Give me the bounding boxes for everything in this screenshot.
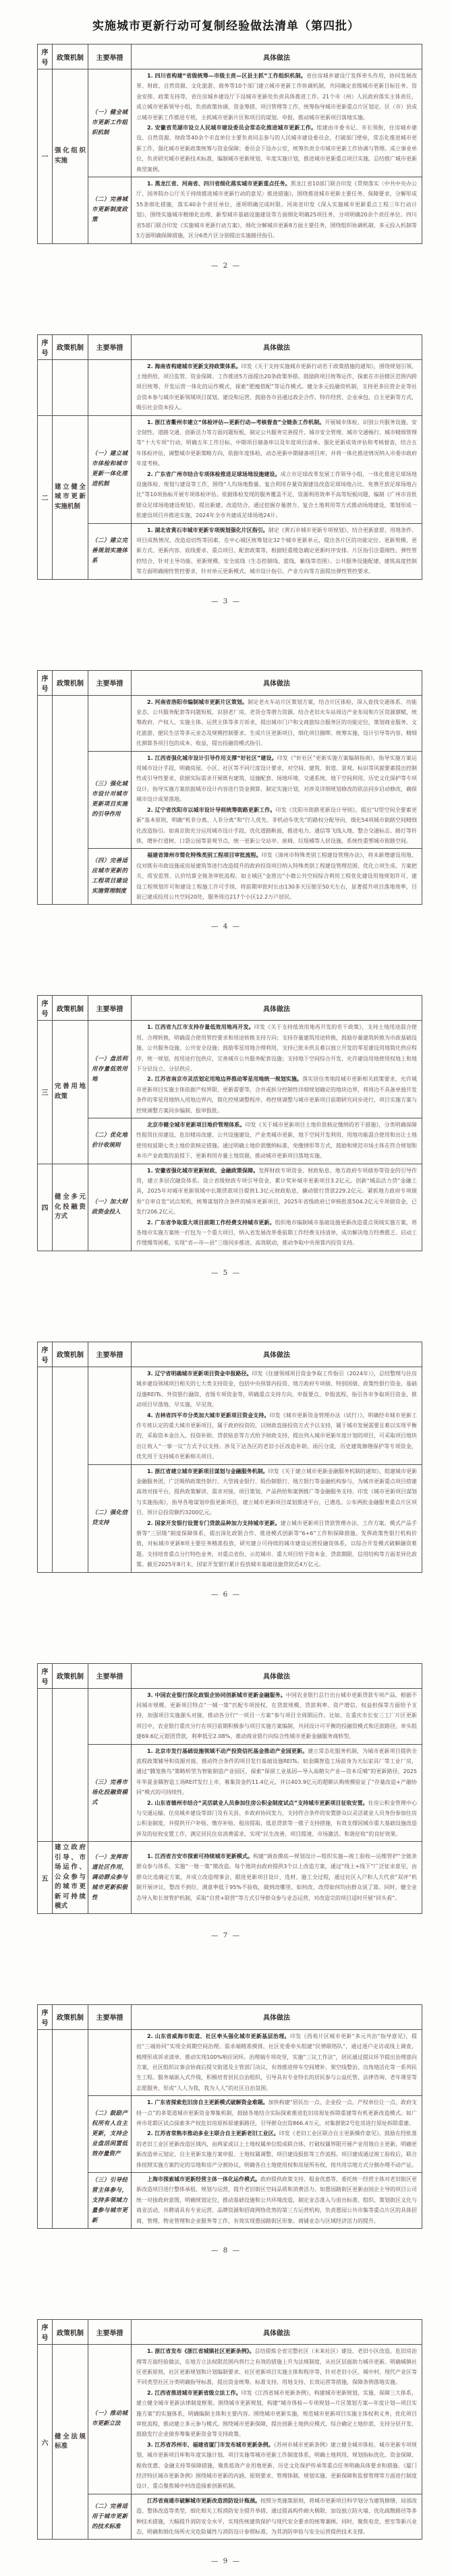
table-header bbox=[38, 44, 422, 69]
table-header bbox=[38, 2320, 422, 2345]
table-row bbox=[38, 1464, 422, 1572]
mechanism-cell: 健全多元化投融资方式 bbox=[53, 1164, 88, 1251]
page-number: — 5 — bbox=[210, 1268, 242, 1277]
practice-paragraph bbox=[136, 1851, 417, 1903]
practice-lead: 1. 浙江省发布《浙江省城镇社区更新条例》。 bbox=[147, 2348, 255, 2355]
practice-paragraph bbox=[136, 1022, 417, 1074]
table-header bbox=[38, 1663, 422, 1688]
column-header-2: 政策机制 bbox=[53, 2320, 88, 2345]
practice-lead: 2. 海南省构建城市更新支持政策体系。 bbox=[147, 363, 242, 369]
measure-cell: （二）强化信贷支持 bbox=[88, 1464, 132, 1572]
page-number: — 6 — bbox=[210, 1590, 242, 1598]
column-header-1: 序号 bbox=[38, 670, 53, 695]
serial-cell bbox=[38, 1688, 53, 1842]
practice-paragraph bbox=[136, 1120, 417, 1162]
column-header-1: 序号 bbox=[38, 334, 53, 359]
practice-paragraph bbox=[136, 71, 417, 123]
table-row bbox=[38, 359, 422, 415]
document-page-7 bbox=[0, 2004, 452, 2254]
header-row bbox=[38, 1342, 422, 1367]
serial-cell: 二 bbox=[38, 415, 53, 579]
practice-cell bbox=[132, 2173, 422, 2229]
practice-paragraph bbox=[136, 2346, 417, 2388]
header-row bbox=[38, 996, 422, 1021]
page-number: — 2 — bbox=[210, 261, 242, 270]
practice-paragraph bbox=[136, 1746, 417, 1798]
practice-cell bbox=[132, 415, 422, 523]
mechanism-cell bbox=[53, 1688, 88, 1842]
header-row bbox=[38, 334, 422, 359]
document-page-1 bbox=[0, 44, 452, 270]
practice-lead: 2. 江西省推进城市更新省级立法工作。 bbox=[147, 2389, 242, 2396]
practice-cell bbox=[132, 1464, 422, 1572]
practice-lead: 1. 浙江省衢州市建立“体检评估—更新行动—考核督查”全链条工作机制。 bbox=[147, 419, 325, 425]
table-row bbox=[38, 415, 422, 523]
practice-cell bbox=[132, 359, 422, 415]
column-header-3: 主要举措 bbox=[88, 2004, 132, 2029]
practice-lead: 3. 中国农业银行深化政银企协同创新城市更新金融服务。 bbox=[147, 1691, 286, 1698]
practice-lead: 1. 四川省构建“省级统筹—市级主责—区县主抓”工作组织机制。 bbox=[147, 73, 307, 79]
page-number: — 4 — bbox=[210, 922, 242, 931]
practice-paragraph bbox=[136, 2128, 417, 2170]
mechanism-cell: 建立健全城市更新实施机制 bbox=[53, 415, 88, 579]
practice-lead: 2. 山东省德州市结合“灵活就业人员参加住房公积金制度试点”支持城市更新项目征收安置。 bbox=[147, 1799, 368, 1806]
column-header-4: 具体做法 bbox=[132, 996, 422, 1021]
practice-text: 印发《关于建立城市更新金融服务机制的通知》，组建城市更新金融服务团，广泛吸纳政策性银行、大型商业银行、股份制银行、地方银行等金融机构参与，为城市更新重点项目搭建高效对接平台，提供政策解读、需求对接、项目策划、产品供给和案例推广等金融服务支持。印发《城市更新项目谋划与实施指南》，指导各地谋划申报更新项目，建立城市更新项目谋划推进平台，已遴选、公布两批金融服务重点片区项目，预计总投资额约3200亿元。 bbox=[136, 1468, 418, 1516]
practice-text: 发挥财政专项资金、财政贴息、地方政府专项债券等资金的引导作用，建立多层次融资体系。设立省级财政专项引导资金，累计奖补城市更新项目3.2亿元。创新“城品活力贷”金融工具，2025年对城市更新领域中长期贷款项目提供1.3亿元财政贴息，撬动银行贷款229.2亿元。紧抓地方政府专项债券“自审自发”试点契机，统筹谋划符合条件的城市更新项目，2025年省级政府已审核批准504.2亿元专项债资金，已发行206.2亿元。 bbox=[136, 1167, 417, 1216]
column-header-2: 政策机制 bbox=[53, 2004, 88, 2029]
practice-lead: 2. 江苏省常熟市推动多业主联合自主更新老旧工业区。 bbox=[147, 2130, 279, 2137]
column-header-4: 具体做法 bbox=[132, 1663, 422, 1688]
practice-text: 印发《江西省城市更新条例》，构建城市更新规划、实施、保障三大体系，建立健全城市更新法律制度框架。围绕城市更新规划，构建“城市体检—专项规划—片区策划方案—年度计划—项目实施方案”的实施体系，明确编制主体和主要内容。围绕城市更新实施，规范城市更新项目实施主体权利义务，优化项目审批流程，推动建立多元参与模式。围绕城市更新保障，提出创新土地供应模式、综合确定土地价款、支持分层开发、鼓励发行企业债券筹集更新资金等支持政策。 bbox=[136, 2389, 418, 2438]
practice-paragraph bbox=[136, 2440, 417, 2492]
practice-paragraph bbox=[136, 417, 417, 469]
measure-cell: （二）建立完善规划实施体系 bbox=[88, 523, 132, 579]
measure-cell: （二）完善适用于城市更新的技术标准 bbox=[88, 2494, 132, 2540]
practice-lead: 1. 黑龙江省、河南省、四川省细化落实城市更新重点任务。 bbox=[147, 181, 291, 187]
table-row bbox=[38, 1118, 422, 1164]
table-row bbox=[38, 695, 422, 751]
table-header bbox=[38, 670, 422, 695]
practice-text: 印发《关于城市更新项目土地价款核定缴纳的若干措施》，分类明确保障性租赁住房建设、危旧楼房改建、公共设施建设、产业类城市更新、地下空间开发利用、用地功能混合使用和出让土地使用权延期七类土地价款核定措施。通过明确土地价款缴纳标准、免缴情形等方式，鼓励和规范市场主体在符合规划和本市产业政策的前提下，更新利用存量土地资源，推动城市更新项目落地实施。 bbox=[136, 1122, 417, 1160]
serial-cell bbox=[38, 359, 53, 415]
policy-table bbox=[37, 1663, 422, 1914]
column-header-3: 主要举措 bbox=[88, 996, 132, 1021]
table-row bbox=[38, 1021, 422, 1118]
table-row bbox=[38, 849, 422, 905]
practice-lead: 1. 江西省吉安市探索可持续城市更新模式。 bbox=[147, 1853, 254, 1860]
mechanism-cell bbox=[53, 2029, 88, 2228]
mechanism-cell: 完善用地政策 bbox=[53, 1021, 88, 1164]
table-header bbox=[38, 334, 422, 359]
practice-cell bbox=[132, 2096, 422, 2173]
table-row bbox=[38, 69, 422, 177]
practice-lead: 1. 北京市发行基础设施领域不动产投资信托基金推动产业园更新。 bbox=[147, 1747, 308, 1754]
column-header-1: 序号 bbox=[38, 2320, 53, 2345]
page-number: — 7 — bbox=[210, 1931, 242, 1940]
serial-cell bbox=[38, 2029, 53, 2228]
column-header-4: 具体做法 bbox=[132, 670, 422, 695]
serial-cell: 四 bbox=[38, 1164, 53, 1251]
table-row bbox=[38, 2029, 422, 2095]
practice-text: 政府提供政策支持、租金优惠等，委托统一经营主体对老旧街区更新改造项目进行整体承租、规划与运营，提升老旧街区空间品质和消费活力。如愚园路街区更新由国企主导的项目公司统一对接政府意图，明确规划定位，推动基础设施和公共环境改造，制定业态准入与退出标准，组织、策划街区文化与商业活动，并聘请具有专业运营、品牌资源和招商网络优势的第三方运营机构，负责愚园公共市集等重点片区的具体招商、管理、物业管理和企业服务等工作，有效实现愚园路街区形象、商铺业态与区域经济活力的提升。 bbox=[136, 2176, 417, 2224]
table-row bbox=[38, 2096, 422, 2173]
column-header-3: 主要举措 bbox=[88, 1663, 132, 1688]
practice-cell bbox=[132, 1164, 422, 1251]
practice-text: 建立城市更新项目贷款管理办法、工作方案、模式产品手册等“三层级”制度保障体系，提出深化政银合作、推进模式创新等“6+6”工作和保障措施。发挥政策性银行机构价值，对标城市更新8项主要任务精准投放，研究建立可持续的城市建设运营投融资体系，以综合开发模式破解融资难题。支持培育重点分行特色业务，对重点省份、示范城市、重大项目给予资本金、贷款期限、信用结构等方面差异化政策。截至2025年8月末，国家开发银行累计投放城市基础设施贷款近4万亿元。 bbox=[136, 1520, 418, 1568]
practice-cell bbox=[132, 523, 422, 579]
practice-paragraph bbox=[136, 1466, 417, 1518]
practice-lead: 2. 山东省威海市街道、社区牵头强化城市更新基层治理。 bbox=[147, 2033, 290, 2039]
practice-lead: 1. 湖北省黄石市城市更新专项规划强化片区指引。 bbox=[147, 527, 269, 533]
header-row bbox=[38, 2004, 422, 2029]
column-header-2: 政策机制 bbox=[53, 1342, 88, 1367]
table-row bbox=[38, 1744, 422, 1842]
table-header bbox=[38, 996, 422, 1021]
practice-cell bbox=[132, 2345, 422, 2494]
practice-text: 印发《“好社区”更新实施方案编制指南》，指导实施方案运用城市设计手段，明确房屋、小区、社区等不同尺度设计要求，对空间、建筑、街道、景观、标识等风貌要素提出控制性或引导性要求，依据实际需求开展既有建筑、设施配套、场地环境、交通系统、地下空间利用、历史文化保护等专项设计。指导实施方案依据城市设计内容进行资金测算、制定实施计划，对涉及详细规划修改的依法同步启动修改，确保城市设计成果落地。 bbox=[136, 754, 417, 803]
column-header-2: 政策机制 bbox=[53, 996, 88, 1021]
practice-lead: 1. 安徽省强化城市更新财政、金融政策保障。 bbox=[147, 1167, 259, 1174]
document-pages bbox=[0, 44, 452, 2565]
practice-lead: 上海市探索城市更新经营主体一体化运作模式。 bbox=[147, 2176, 260, 2183]
policy-table bbox=[37, 334, 422, 580]
header-row bbox=[38, 44, 422, 69]
table-row bbox=[38, 2173, 422, 2229]
column-header-2: 政策机制 bbox=[53, 670, 88, 695]
practice-cell bbox=[132, 849, 422, 905]
practice-text: 印发《西苑片区城市更新“多元共治”指导意见》，提出“三端协同”实现全周期空间治理。需求端精准摸排，社区党委牵头组建“民情联络队”，通过逐户走访或线上调查，梳理形成诉求清单、推动实现100%响应闭环。治理端专项攻坚，实施“三议工作法”，居民通过提议环节提出治理意向方案，社区组织议事会协商后提交街道及主管部门决议，有效推进停车空间增补、架空线整治、边角地活化等一系列民生工程。服务端嵌入式升级，积极培育居民自治组织，引导具有专业特长的居民参与公益托管、法律咨询、老年课堂等志愿服务，形成“人人为我，我为人人”的社区自治氛围。 bbox=[136, 2033, 417, 2091]
page-number: — 9 — bbox=[210, 2557, 242, 2566]
measure-cell bbox=[88, 1367, 132, 1464]
practice-text: 住房公积金管理中心与交通运输、住房城乡建设等部门及有关县、乡政府协同发力，支持符合条件的安置群众以灵活就业人员身份参加住房公积金制度，并提供开户补贴、缴存补贴、租房提取、低息贷款等一揽子支持措施，有效支撑因城市重大基础设施改造涉及的征收安置工作，满足居民住房消费需求，实现“民生改善、项目提速、市场激活、和谐征收”的良好效果。 bbox=[136, 1799, 417, 1837]
practice-lead: 北京市健全城市更新项目地价管理体系。 bbox=[147, 1122, 246, 1128]
mechanism-cell: 建立政府引导、市场运作、公众参与的城市更新可持续模式 bbox=[53, 1842, 88, 1914]
column-header-3: 主要举措 bbox=[88, 2320, 132, 2345]
policy-table bbox=[37, 44, 422, 244]
mechanism-cell bbox=[53, 1367, 88, 1572]
measure-cell: （三）强化城市设计对城市更新项目实施的引导作用 bbox=[88, 751, 132, 849]
measure-cell: （四）完善适应城市更新的工程项目建设实施管理制度 bbox=[88, 849, 132, 905]
table-row bbox=[38, 1688, 422, 1744]
practice-lead: 4. 吉林省四平市分类加大城市更新项目资金支持。 bbox=[147, 1412, 270, 1418]
practice-lead: 3. 江苏省苏州市、福建省厦门市发布城市更新条例。 bbox=[147, 2441, 274, 2448]
practice-paragraph bbox=[136, 1166, 417, 1218]
practice-text: 总结提炼全省完整社区（未来社区）建设、老旧小区改造、危旧房治理等方面经验做法，在地方立法权限范围内将行之有效的措施上升为法规制度，从社区层面助力城市更新。明确城镇社区更新原则、社区更新规划和计划编制要求、社区更新项目实施主体和程序等，针对老旧小区、城中村、现代产业区等不同类型社区分类明确指导标准，提出资金统筹、标准支持、用地支持、长效运营等措施，保障条例落地实施。 bbox=[136, 2348, 417, 2386]
practice-paragraph bbox=[136, 1074, 417, 1116]
practice-text: 印发《城市更新资金管理办法（试行）》，明确经市城市更新工作专班认定的重大城市更新项目，属于政府投资的，以财政直接投资方式予以支持，属于城市发展需要且难以实现平衡的，采取资本金注入、投资补助、贷款贴息等方式给予财政支持，提出列入城市更新年度计划的项目，可采取项目地块出让收入“一事一议”方式予以支持。涉及下达各区的老旧小区改造补助、雨污分流、历史建筑修缮保护等专项资金，优先用于支持城市更新相关项目。 bbox=[136, 1412, 418, 1460]
practice-paragraph bbox=[136, 525, 417, 577]
header-row bbox=[38, 670, 422, 695]
page-number: — 3 — bbox=[210, 597, 242, 605]
practice-text: 制定老火车站片区策划方案，结合片区体检，深入查找交通体系、功能业态、公共服务配套等问题短板，识别老厂房、老货仓等潜力资源。结合老旧火车站周边产业布局和片区资源禀赋，统筹政府、产权人、实施主体、运营主体等多方诉求，提出城市门户和文商旅综合服务区的功能定位，策划商业服务、文化旅游、便民生活等多元业态及规模控制要求。生成片区更新项目，细化项目捆绑、统筹实施、设计引导等内容，精细化测算各项目包的成本、收益，提出投融资模式指引。 bbox=[136, 698, 418, 747]
practice-text: 黑龙江省10部门联合印发《贯彻落实〈中共中央办公厅、国务院办公厅关于持续推进城市更新行动的意见〉推进措施》，围绕推进城市更新主要任务、保障要求，分解形成55条细化措施，落实40余个责任单位，逐项明确完成时限。河南省印发《深入实施城市更新重点工程三年行动计划》，围绕实施城市精细化治理、新型城市基础设施建设等方面细化明确25项任务，分项明确20余个责任单位。四川省5部门联合印发《实施城市更新行动方案》，细化分解城市更新8方面主要任务，围绕组织协调机制、多元投入机制等5方面明确保障措施，区分6类片区分别提出实施路径指引。 bbox=[136, 181, 417, 239]
serial-cell bbox=[38, 695, 53, 905]
practice-paragraph bbox=[136, 2388, 417, 2440]
measure-cell: （三）完善市场化投融资模式 bbox=[88, 1744, 132, 1842]
page-number: — 8 — bbox=[210, 2246, 242, 2255]
column-header-1: 序号 bbox=[38, 2004, 53, 2029]
serial-cell bbox=[38, 1367, 53, 1572]
measure-cell: （一）推动城市更新立法 bbox=[88, 2345, 132, 2494]
serial-cell: 一 bbox=[38, 69, 53, 244]
practice-paragraph bbox=[136, 1690, 417, 1742]
practice-text: 开展城市体检，识别公共服务设施、安全韧性、道路交通、创新活力等方面问题短板，制定公共服务完善提升、城市安全管理、城市交通畅行、城市精细管理等“十大专项”行动，明确五年工作目标、中期项目储备库以及年度项目清单。强化更新成效评估和考核督查，结合五年体检评估，调整城市更新策略方向，依据年度体检，动态更新中期储备项目库，并将一体化推进情况纳入市委市政府年度考核。 bbox=[136, 419, 418, 467]
policy-table bbox=[37, 670, 422, 905]
practice-text: 落实居住类地段城市更新相关政策要求，允许城市更新项目实施主体依据产权界限、更新需要等，合并或拆分控制性详细规划确定的地块边界，将周边不具备单独开发条件的零星用地纳入用地边界内，简化控规调整程序，将控规调整与城市更新项目前期研究同步进行，项目实施方案与控规调整方案同步编制、报审报批。 bbox=[136, 1076, 417, 1114]
column-header-3: 主要举措 bbox=[88, 44, 132, 69]
practice-paragraph bbox=[136, 753, 417, 805]
practice-text: 按照分类施策原则，将城市更新项目科学划分为建筑修缮、局部改造、整体改造等类型，细化相关工程消防安全提升举措，通过提高构件耐火极限、加设独立防火墙、优化疏散路径等多种技术措施，大幅提升消防安全水平，实现传统建筑保护与现代安全要求的统筹兼顾。同时，聚焦电竞、密室等新兴业态，明确和细化场所火灾危险属性与消防设计参照标准，为其消防审验与安全运营提供技术支撑。 bbox=[136, 2497, 417, 2535]
measure-cell: （一）发挥街道社区作用，调动群众参与城市更新积极性 bbox=[88, 1842, 132, 1914]
measure-cell: （一）加大财政资金投入 bbox=[88, 1164, 132, 1251]
practice-text: 组建由市委书记、市长领衔，住房城乡建设、自然资源、财政等40余个市直单位主要负责同志参与的人民城市建设委员会，打破部门壁垒，常态化推进城市更新工作，强化城市更新政策统筹与资金保障；委员会下设办公室，统筹负责全市城市更新工作协调与管理。成立事业单位，负责研究城市更新技术标准，编制城市更新规划、年度实施计划，推进城市更新重点项目实施，总结推广城市更新典型案例。 bbox=[136, 125, 417, 173]
practice-paragraph bbox=[136, 179, 417, 241]
column-header-2: 政策机制 bbox=[53, 44, 88, 69]
table-header bbox=[38, 1342, 422, 1367]
mechanism-cell: 健全法规标准 bbox=[53, 2345, 88, 2540]
column-header-1: 序号 bbox=[38, 1663, 53, 1688]
practice-cell bbox=[132, 1118, 422, 1164]
practice-paragraph bbox=[136, 469, 417, 521]
practice-paragraph bbox=[136, 1798, 417, 1840]
header-row bbox=[38, 1663, 422, 1688]
practice-text: 加快构建“居民出一点、企业投一点、产权单位让一点、政府支持一点”的多渠道城市更新资金筹集机制，鼓励各地结合实际探索推进危旧房原址拆除重建等有机更新改造模式。如广州市花都区试点探索多产权危旧房原拆原建新路径，引导群众出资866.4万元，对集群街2号危房进行原址拆除重建。 bbox=[136, 2099, 417, 2127]
table-row bbox=[38, 1842, 422, 1914]
document-page-3 bbox=[0, 670, 452, 931]
practice-lead: 1. 浙江省建立城市更新项目谋划与金融服务机制。 bbox=[147, 1468, 269, 1474]
practice-lead: 2. 辽宁省沈阳市以城市设计导则统筹街路更新工作。 bbox=[147, 806, 276, 813]
practice-cell bbox=[132, 2494, 422, 2540]
practice-text: 印发《住建领域项目资金争取工作指引（2024年）》，总结整理与住房城乡建设领域项目相关的七大类支持资金，包括中央预算内投资、地方政府专项债、特别国债、政策性银行资金、基础设施REITs、外资银行融资、省级专项资金等，明确重点支持方向、申报要点、申报流程，指引各市争取项目资金，推动项目早落地、早实施、早见效。 bbox=[136, 1370, 418, 1408]
practice-lead: 1. 广东省探索危旧房自主更新模式破解资金难题。 bbox=[147, 2099, 269, 2106]
document-page-8 bbox=[0, 2319, 452, 2565]
document-page-6 bbox=[0, 1663, 452, 1940]
table-row bbox=[38, 751, 422, 849]
practice-paragraph bbox=[136, 1369, 417, 1410]
practice-lead: 福建省漳州市简化特殊类别工程项目审批流程。 bbox=[147, 852, 262, 859]
policy-table bbox=[37, 2004, 422, 2229]
practice-text: 组织地市编制城市基础设施更新改造重点领域实施方案，将各地市实施方案统一打包为一个重大项目，纳入省发展改革委前期工作经费支持清单，成功解决地方经费匮乏、启动工作缓慢等困难，实现“省—市—县”三级同步推进、高效联动，推动争取中央预算内投资支持。 bbox=[136, 1219, 418, 1247]
practice-text: 省住房城乡建设厅发挥牵头作用，协同发展改革、财政、自然资源、文化旅游、商务等10个部门建立城市更新工作协调机制，共同确定省级城市更新目标任务、资金安排、政策支持等，省住房城乡建设厅下设城市更新处负责具体推进工作。21个市（州）人民政府落实主体责任，成立城市更新领导小组，负责政策协调、资金筹措、项目管理等工作，统筹指导城市更新重点片区划定。区（市）县成立城市更新工作推进专班，主抓城市更新片区和项目的谋划、申报，推动城市更新项目落地实施。 bbox=[136, 73, 418, 121]
measure-cell: （三）引导经营主体参与，支持多领域力量参与城市更新 bbox=[88, 2173, 132, 2229]
column-header-4: 具体做法 bbox=[132, 2004, 422, 2029]
practice-text: 印发《老旧工业区联合自主更新操作意见》，鼓励在经批准的老旧工业区更新改造区域内，由两家或以上土地权属单位组成联合体，打破权属界限开展产业用地自主更新，明确更新改造单元划定、自主更新实施方案申报、土地权属调整、项目建设报批等工作流程。项目建成通过竣工验收后，联合体按照实施方案约定的宗地和房产分割协议，明确各自土地使用权和房屋所有权，按共用宗地方式分割办理不动产证。 bbox=[136, 2130, 417, 2168]
measure-cell bbox=[88, 2029, 132, 2095]
practice-paragraph bbox=[136, 850, 417, 902]
measure-cell bbox=[88, 695, 132, 751]
practice-cell bbox=[132, 1842, 422, 1914]
policy-table bbox=[37, 995, 422, 1251]
practice-lead: 2. 广东省广州市结合专项体检推进足球场地设施建设。 bbox=[147, 471, 281, 477]
practice-lead: 2. 国家开发银行设置专门贷款品种加力支持城市更新。 bbox=[147, 1520, 281, 1526]
column-header-3: 主要举措 bbox=[88, 1342, 132, 1367]
practice-lead: 江苏省南通市破解城市更新改造消防设计瓶颈。 bbox=[147, 2497, 260, 2504]
practice-text: 制定《黄石市城市更新专项规划》，结合更新意愿、用地条件、项目成熟情况、改造迫切性等因素，在中心城区统筹划定32个城市更新单元，提出各片区的功能定位、更新规模、更新方式、更新内容、底线要求、重点项目、配套政策等，根据轻重缓急确定更新时序安排。片区指引注重刚性、弹性管控结合，针对主导功能、更新规模、安全底线（生态控制线、蓝线、紫线等范围）、公共服务设施配建、建筑高度控制等方面明确刚性管控要求，针对单元更新模式、城市设计指引、产业方向等方面提出弹性管控要求。 bbox=[136, 527, 418, 575]
practice-paragraph bbox=[136, 123, 417, 175]
measure-cell bbox=[88, 1688, 132, 1744]
column-header-1: 序号 bbox=[38, 996, 53, 1021]
practice-cell bbox=[132, 177, 422, 243]
practice-lead: 2. 江苏省南京市灵活划定用地边界推动零星用地统一规划实施。 bbox=[147, 1076, 303, 1083]
column-header-2: 政策机制 bbox=[53, 1663, 88, 1688]
practice-text: 中国农业银行总行出台城市更新贷款专项产品，根据不同城市规模、更新项目特点“一城一策”匹配专项授权，在贷款规模、贷款利率、资产增信、权益担保等方面给予支持，加强项目实施源头对接，推动各分行“一项目一方案”参与项目全周期运作。比如，在重庆市长安三工厂片区更新项目中，农业银行重庆分行在项目前期积极参与项目实施方案编制，共同设计可平衡的投融资模式和还款路径，牵头组建69.6亿元银团贷款，利率低至2.08%，推动商业银行向综合性城市更新金融服务商转型。 bbox=[136, 1691, 418, 1740]
practice-cell bbox=[132, 1021, 422, 1118]
measure-cell: （一）盘活利用存量低效用地 bbox=[88, 1021, 132, 1118]
measure-cell bbox=[88, 359, 132, 415]
table-row bbox=[38, 2345, 422, 2494]
practice-paragraph bbox=[136, 697, 417, 749]
practice-lead: 1. 江西省强化城市设计引导作用支撑“好社区”建设。 bbox=[147, 754, 277, 761]
practice-paragraph bbox=[136, 2174, 417, 2226]
document-page-4 bbox=[0, 995, 452, 1277]
practice-lead: 3. 辽宁省明确城市更新项目资金申报路径。 bbox=[147, 1370, 252, 1377]
practice-cell bbox=[132, 69, 422, 177]
measure-cell: （二）鼓励产权所有人自主更新，支持企业盘活闲置低效存量资产 bbox=[88, 2096, 132, 2173]
table-header bbox=[38, 2004, 422, 2029]
mechanism-cell bbox=[53, 695, 88, 905]
measure-cell: （二）完善城市更新制度政策 bbox=[88, 177, 132, 243]
practice-cell bbox=[132, 1688, 422, 1744]
column-header-4: 具体做法 bbox=[132, 1342, 422, 1367]
table-row bbox=[38, 523, 422, 579]
practice-lead: 2. 河南省洛阳市编制城市更新片区策划。 bbox=[147, 698, 248, 705]
measure-cell: （一）建立城市体检和城市更新一体化推进机制 bbox=[88, 415, 132, 523]
practice-text: 《苏州市城市更新条例》建立健全城市体检、城市更新专项规划、城市更新项目库和年度实施计划、项目实施等城市更新工作制度体系，明确土地利用、规划指标优化、资金保障、税收优惠、金融支持等保障措施，聚焦低效产业用地更新、历史文化保护传承等重点任务明确具体要求和措施。《厦门经济特区城市更新条例》围绕城市更新的内涵、原则要求、管理体制、规划实施、更新保障和监督管理等方面进行制度设计，重点聚焦城中村改造探索创新机制。 bbox=[136, 2441, 418, 2490]
practice-paragraph bbox=[136, 2496, 417, 2538]
practice-text: 建立常态化服务机制，为城市更新项目提供全流程政策辅导和资源对接，推动符合条件的项目发行基础设施REITs。如金隅智造工场前身为天坛家具厂等工业厂房，通过“腾笼换鸟”策略转型为智能制造产业园区，探索“保留工业基因—导入高精尖产业—资本反哺”的更新路径，2025年华夏金隅智造工场REIT发行上市，募集资金约11.4亿元，并以403.9亿元的超额认购规模验证了“存量改造+产融协同”模式的可持续性。 bbox=[136, 1747, 418, 1796]
practice-text: 印发《关于支持实施城市更新行动若干政策措施的通知》，围绕规划引领、土地供给、项目监管、资金保障、工作推进5方面提出20条政策举措。鼓励跨项目统筹运作，探索在市县辖区范围内跨项目统筹、开发运营一体化的运作模式，探索“肥瘦搭配”等运作模式。健全多元投融资机制，支持更多民营企业等社会资本参与城市更新领域项目谋划、建设和运营，鼓励各市县通过政企合作、特许经营、企业承包、自主更新等方式，吸引社会资本投入。 bbox=[136, 363, 418, 411]
practice-cell bbox=[132, 1744, 422, 1842]
practice-paragraph bbox=[136, 1410, 417, 1462]
column-header-4: 具体做法 bbox=[132, 334, 422, 359]
practice-text: 印发《沈阳市街路更新设计导则》，提出“U型空间全要素更新”基本原则，明确“机非分离、人非分离”和“行人优先、非机动车优先”的路权分配导向，细化54项城市街路空间精细化改造指引。如南京街充分运用城市设计手段，优化道路断面，推进电力、通信等飞线入地，整合交通标志、路灯等杆体，增补行道树、口袋公园等景观节点，统一更新公交站亭、座椅、垃圾桶等人居设施，系统性重塑城市街路空间。 bbox=[136, 806, 418, 844]
practice-lead: 2. 安徽省芜湖市设立人民城市建设委员会常态化推进城市更新工作。 bbox=[147, 125, 317, 131]
practice-cell bbox=[132, 2029, 422, 2095]
column-header-3: 主要举措 bbox=[88, 670, 132, 695]
practice-paragraph bbox=[136, 2097, 417, 2128]
table-row bbox=[38, 1367, 422, 1464]
column-header-4: 具体做法 bbox=[132, 44, 422, 69]
document-title: 实施城市更新行动可复制经验做法清单（第四批） bbox=[92, 20, 360, 33]
practice-text: 印发《关于支持低效用地再开发的若干政策》，支持土地用途混合使用、合理转换，明确混合使用管控要求和用途转换支持方向；支持存量建筑用途转换，鼓励存量建筑转换为市政基础设施、公共服务设施、公共安全设施；鼓励零星用地合理利用，支持已批未供且难以独立开发的零星建设用地简化供应程序，统一规划，按用途打包供应，完善城市公共服务配套设施；支持地下空间综合开发，允许建设用地使用权地上和地下分层设立、分层供应。 bbox=[136, 1024, 417, 1072]
column-header-2: 政策机制 bbox=[53, 334, 88, 359]
practice-paragraph bbox=[136, 1218, 417, 1249]
serial-cell: 三 bbox=[38, 1021, 53, 1164]
practice-paragraph bbox=[136, 361, 417, 413]
document-page-5 bbox=[0, 1342, 452, 1598]
practice-text: 构建“调查摸底—规划设计—组织实施—竣工验收—运维管护”全链条群众参与体系，实施“一地一策”微改造。每个地块由政府提供3个以上改造方案，通过“线上+线下”广泛征求意见，由群众比选确定方案，并成立改造理事会，跟进更新项目设计、选材、施工全过程，通过社区入户和人大代表“双评”机制开展评议，整改不到位、满意率低于95%不验收，做到改哪里、如何改、改得如何均由群众说了算。同时，健全业态导入和长效管护机制，采取“自营+联营”等方式引导群众参与业态运营，对改造完的项目适时开展“回头看”。 bbox=[136, 1853, 417, 1901]
practice-paragraph bbox=[136, 2031, 417, 2093]
practice-lead: 1. 江西省九江市支持存量低效用地再开发。 bbox=[147, 1024, 254, 1031]
measure-cell: （二）优化地价计收规则 bbox=[88, 1118, 132, 1164]
practice-paragraph bbox=[136, 1518, 417, 1570]
column-header-4: 具体做法 bbox=[132, 2320, 422, 2345]
practice-text: 成立市足球改革发展工作领导小组，一体化推进足球场地设施体检、规划与建设等工作，围绕“人均场地数量、复合利用存量资源建设改造足球场地占比、免费开放足球场地占比”等10项指标开展专项体检评估。依据体检发现的服务覆盖不足、资源利用效率不高等短板问题，编制《广州市首批群众足球场地建设规划》，提出新建、改造结合，通过挖掘存量潜力、复合土地利用等方式推动场地建设，策划形成一批建设项目并推进实施，2024年全市共建成足球场地24片。 bbox=[136, 471, 418, 519]
table-row bbox=[38, 177, 422, 243]
table-row bbox=[38, 1164, 422, 1251]
table-row bbox=[38, 2494, 422, 2540]
document-page-2 bbox=[0, 334, 452, 605]
serial-cell: 五 bbox=[38, 1842, 53, 1914]
practice-text: 印发《漳州市特殊类别工程建设管理办法》，将未新增建设用地、仅对既有市政设施或房屋建筑等进行改造提升的政府投资项目纳入特殊类别工程建设管理范围，优化立项生成、方案把关、质安监管、认价结算全链条审批流程。如主城区“金厝边”小微公共空间综合利用工程优化建设用地规划许可、建设工程规划许可和建设工程施工许可手续，将前期审批时长由130多天压缩至50天左右，显著提升项目落地效率，目前已建成投用公共空间20处，服务周边217个小区12.2万户居民。 bbox=[136, 852, 418, 900]
serial-cell: 六 bbox=[38, 2345, 53, 2540]
mechanism-cell: 强化组织实施 bbox=[53, 69, 88, 244]
header-row bbox=[38, 2320, 422, 2345]
practice-paragraph bbox=[136, 805, 417, 847]
practice-lead: 2. 广东省争取重大项目前期工作经费支持城市更新。 bbox=[147, 1219, 275, 1226]
mechanism-cell bbox=[53, 359, 88, 415]
column-header-1: 序号 bbox=[38, 1342, 53, 1367]
column-header-1: 序号 bbox=[38, 44, 53, 69]
policy-table bbox=[37, 1342, 422, 1573]
column-header-3: 主要举措 bbox=[88, 334, 132, 359]
practice-cell bbox=[132, 1367, 422, 1464]
policy-table bbox=[37, 2319, 422, 2540]
measure-cell: （一）健全城市更新工作组织机制 bbox=[88, 69, 132, 177]
practice-cell bbox=[132, 751, 422, 849]
practice-cell bbox=[132, 695, 422, 751]
